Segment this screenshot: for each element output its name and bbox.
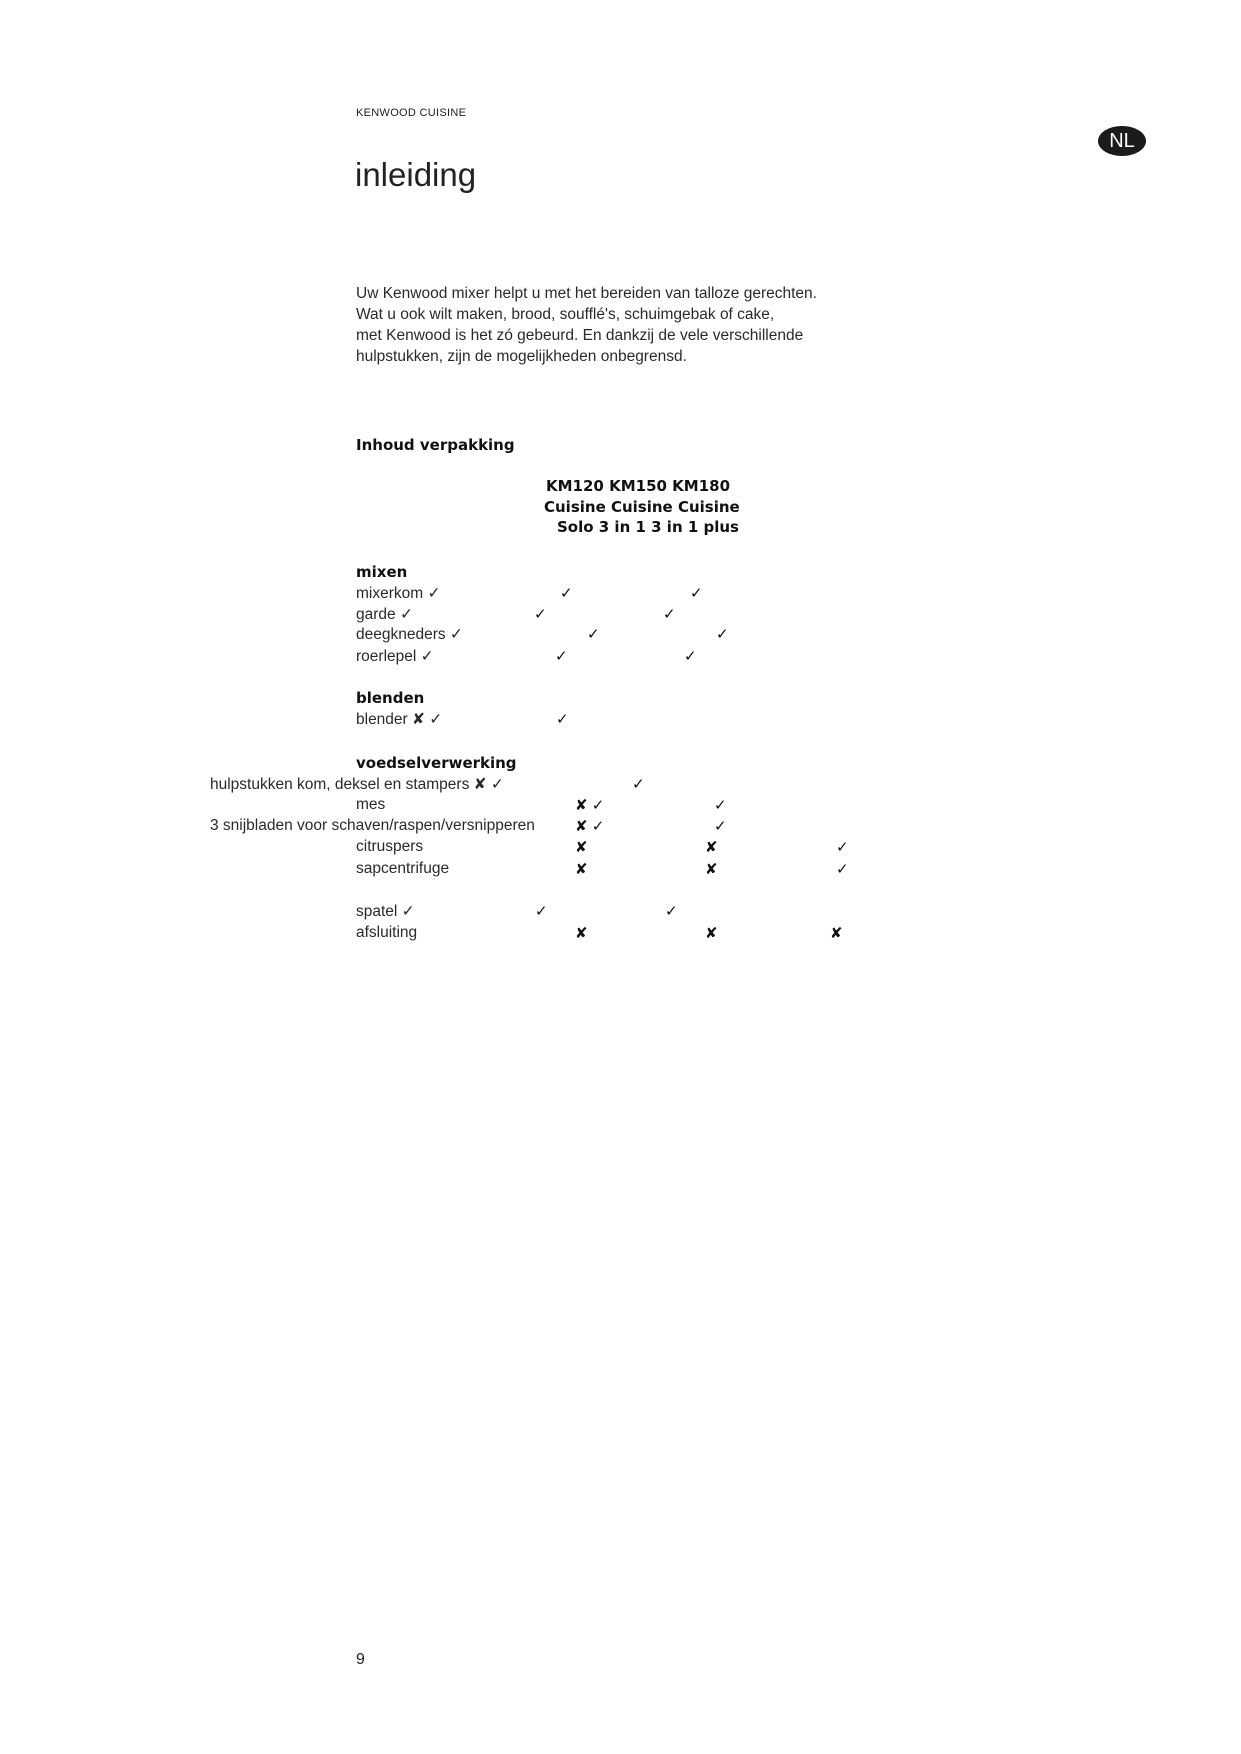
intro-line: met Kenwood is het zó gebeurd. En dankzij de vele verschillende [356, 327, 804, 344]
item-label: afsluiting [356, 924, 418, 941]
cross-mark: ✘ [575, 839, 588, 856]
check-mark: ✓ [587, 626, 600, 643]
section-title-blenden: blenden [356, 689, 425, 707]
check-mark: ✓ [836, 839, 849, 856]
check-mark: ✓ [684, 648, 697, 665]
brand-header: KENWOOD CUISINE [356, 107, 467, 119]
cross-mark: ✘ [705, 839, 718, 856]
intro-line: Wat u ook wilt maken, brood, soufflé's, schuimgebak of cake, [356, 306, 775, 323]
intro-line: hulpstukken, zijn de mogelijkheden onbegrensd. [356, 348, 687, 365]
check-mark: ✓ [714, 797, 727, 814]
check-mark: ✓ [714, 818, 727, 835]
check-mark: ✓ [836, 861, 849, 878]
section-title-mixen: mixen [356, 563, 408, 581]
check-mark: ✓ [632, 776, 645, 793]
item-label: mes [356, 796, 386, 813]
cross-mark: ✘ [575, 861, 588, 878]
check-mark: ✓ [556, 711, 569, 728]
cross-mark: ✘ [830, 925, 843, 942]
cross-mark: ✘ [705, 925, 718, 942]
section-title-voedselverwerking: voedselverwerking [356, 754, 517, 772]
contents-heading: Inhoud verpakking [356, 436, 515, 454]
item-label: roerlepel ✓ [356, 648, 434, 665]
item-label: citruspers [356, 838, 424, 855]
model-codes: KM120 KM150 KM180 [546, 477, 731, 495]
check-mark: ✓ [665, 903, 678, 920]
check-mark: ✓ [663, 606, 676, 623]
page-number: 9 [356, 1651, 365, 1668]
check-mark: ✓ [535, 903, 548, 920]
check-mark: ✓ [716, 626, 729, 643]
intro-line: Uw Kenwood mixer helpt u met het bereiden van talloze gerechten. [356, 285, 817, 302]
check-mark: ✓ [534, 606, 547, 623]
item-label: deegkneders ✓ [356, 626, 463, 643]
page-title: inleiding [355, 156, 477, 193]
item-label: sapcentrifuge [356, 860, 450, 877]
check-mark: ✓ [690, 585, 703, 602]
check-mark: ✓ [555, 648, 568, 665]
language-badge: NL [1098, 126, 1146, 156]
cross-mark: ✘ [705, 861, 718, 878]
model-names: Cuisine Cuisine Cuisine [544, 498, 740, 516]
model-variants: Solo 3 in 1 3 in 1 plus [557, 518, 739, 536]
item-label: blender ✘ ✓ [356, 711, 443, 728]
item-label: 3 snijbladen voor schaven/raspen/versnipperen [210, 817, 535, 834]
item-label: mixerkom ✓ [356, 585, 441, 602]
check-mark: ✓ [560, 585, 573, 602]
item-label: hulpstukken kom, deksel en stampers ✘ ✓ [210, 776, 504, 793]
intro-paragraph [356, 283, 817, 367]
item-label: spatel ✓ [356, 903, 415, 920]
cross-check-mark: ✘ ✓ [575, 818, 605, 835]
item-label: garde ✓ [356, 606, 413, 623]
cross-check-mark: ✘ ✓ [575, 797, 605, 814]
cross-mark: ✘ [575, 925, 588, 942]
